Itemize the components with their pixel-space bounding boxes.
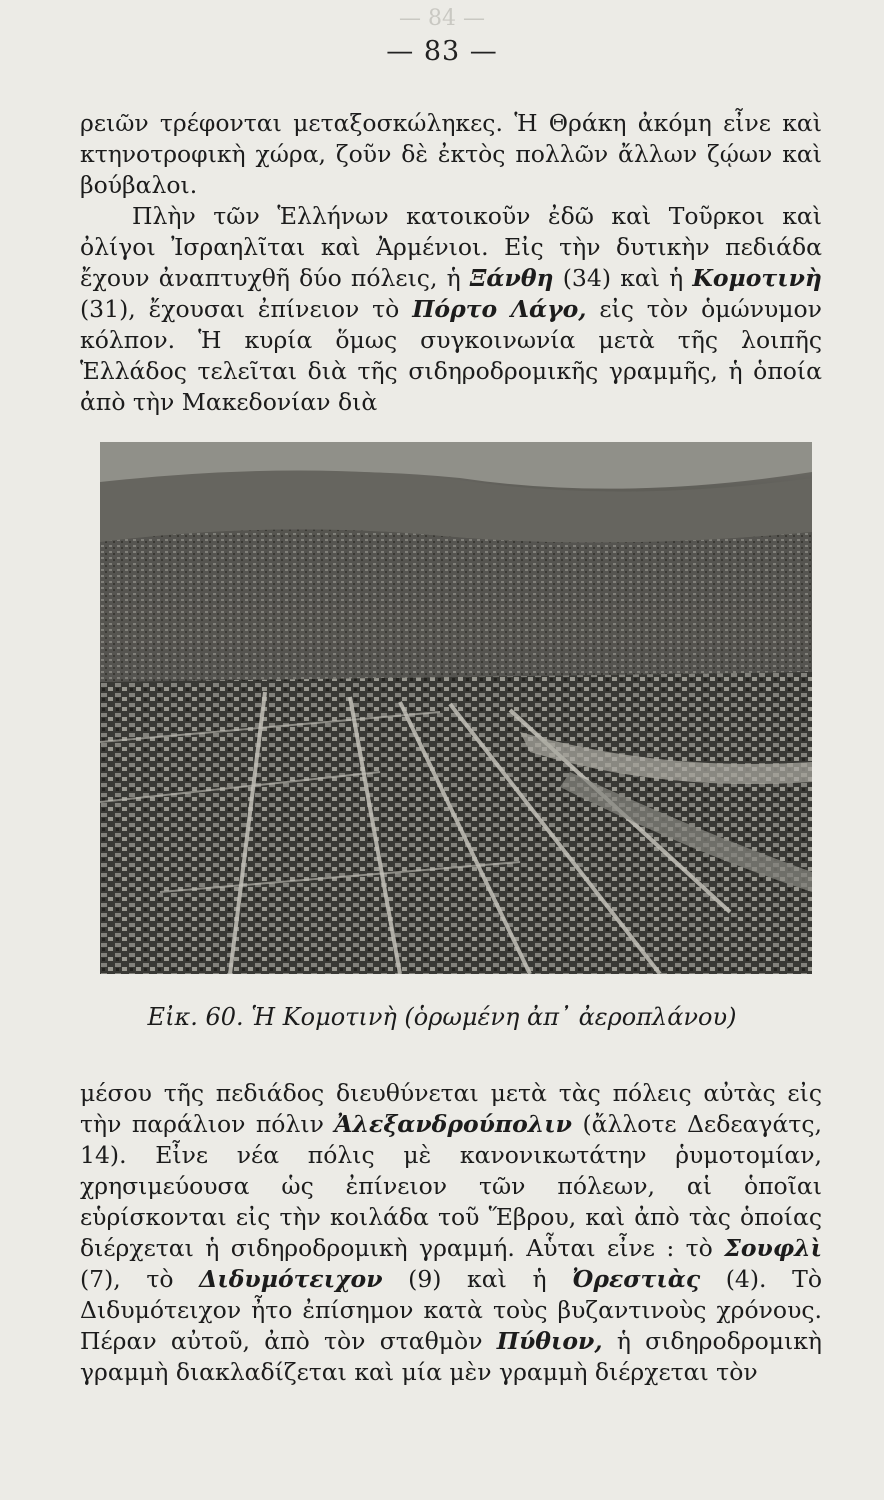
city-alexandroupoli: Ἀλεξανδρούπολιν [334,1110,572,1138]
text-run: Πλὴν τῶν Ἑλλήνων κατοικοῦν ἐδῶ καὶ Τοῦρκοι καὶ ὀλίγοι Ἰσραηλῖται καὶ Ἀρμένιοι. Εἰς τὴν δυτικὴν πεδιάδα ἔχουν ἀναπτυχθῆ δύο πόλεις, ἡ [80,202,822,292]
text-run: (7), τὸ [80,1265,174,1293]
city-xanthi: Ξάνθη [469,264,554,292]
top-text-block [80,108,822,418]
station-pythion: Πύθιον, [496,1327,603,1355]
aerial-photo-komotini [100,442,812,974]
port-lago: Πόρτο Λάγο, [412,295,587,323]
bottom-text-block [80,1078,822,1388]
paragraph-railway [80,1078,822,1388]
text-run: εἰς τὸν ὁμώνυμον κόλπον. Ἡ κυρία ὅμως συγκοινωνία μετὰ τῆς λοιπῆς Ἑλλάδος τελεῖται διὰ τῆς σιδηροδρομικῆς γραμμῆς, ἡ ὁποία ἀπὸ τὴν Μακεδονίαν διὰ [80,295,822,416]
text-run: (4). Τὸ Διδυμότειχον ἦτο ἐπίσημον κατὰ τοὺς βυζαντινοὺς χρόνους. Πέραν αὐτοῦ, ἀπὸ τὸν σταθμὸν [80,1265,822,1355]
text-run: μέσου τῆς πεδιάδος διευθύνεται μετὰ τὰς πόλεις αὐτὰς εἰς τὴν παράλιον πόλιν [80,1079,822,1138]
text-run: (34) καὶ ἡ [562,264,684,292]
page-number: — 83 — [386,36,498,67]
city-soufli: Σουφλὶ [724,1234,822,1262]
text-run: (9) καὶ ἡ [408,1265,547,1293]
figure-caption: Εἰκ. 60. Ἡ Κομοτινὴ (ὁρωμένη ἀπ᾽ ἀεροπλάνου) [147,1003,737,1031]
text-run: ἡ σιδηροδρομικὴ γραμμὴ διακλαδίζεται καὶ μία μὲν γραμμὴ διέρχεται τὸν [80,1327,822,1386]
paragraph-population [80,201,822,418]
city-didymoteicho: Διδυμότειχον [199,1265,383,1293]
text-run: (31), ἔχουσαι ἐπίνειον τὸ [80,295,400,323]
show-through-page-number: — 84 — [399,6,485,31]
city-orestiada: Ὀρεστιὰς [572,1265,701,1293]
aerial-photo-drawing [100,442,812,974]
text-run: (ἄλλοτε Δεδεαγάτς, 14). Εἶνε νέα πόλις μὲ κανονικωτάτην ῥυμοτομίαν, χρησιμεύουσα ὡς ἐπίνειον τῶν πόλεων, αἱ ὁποῖαι εὑρίσκονται εἰς τὴν κοιλάδα τοῦ Ἕβρου, καὶ ἀπὸ τὰς ὁποίας διέρχεται ἡ σιδηροδρομικὴ γραμμή. Αὗται εἶνε : τὸ [80,1110,822,1262]
city-komotini: Κομοτινὴ [692,264,822,292]
paragraph-livestock: ρειῶν τρέφονται μεταξοσκώληκες. Ἡ Θράκη ἀκόμη εἶνε καὶ κτηνοτροφικὴ χώρα, ζοῦν δὲ ἐκτὸς πολλῶν ἄλλων ζῴων καὶ βούβαλοι. [80,109,822,199]
